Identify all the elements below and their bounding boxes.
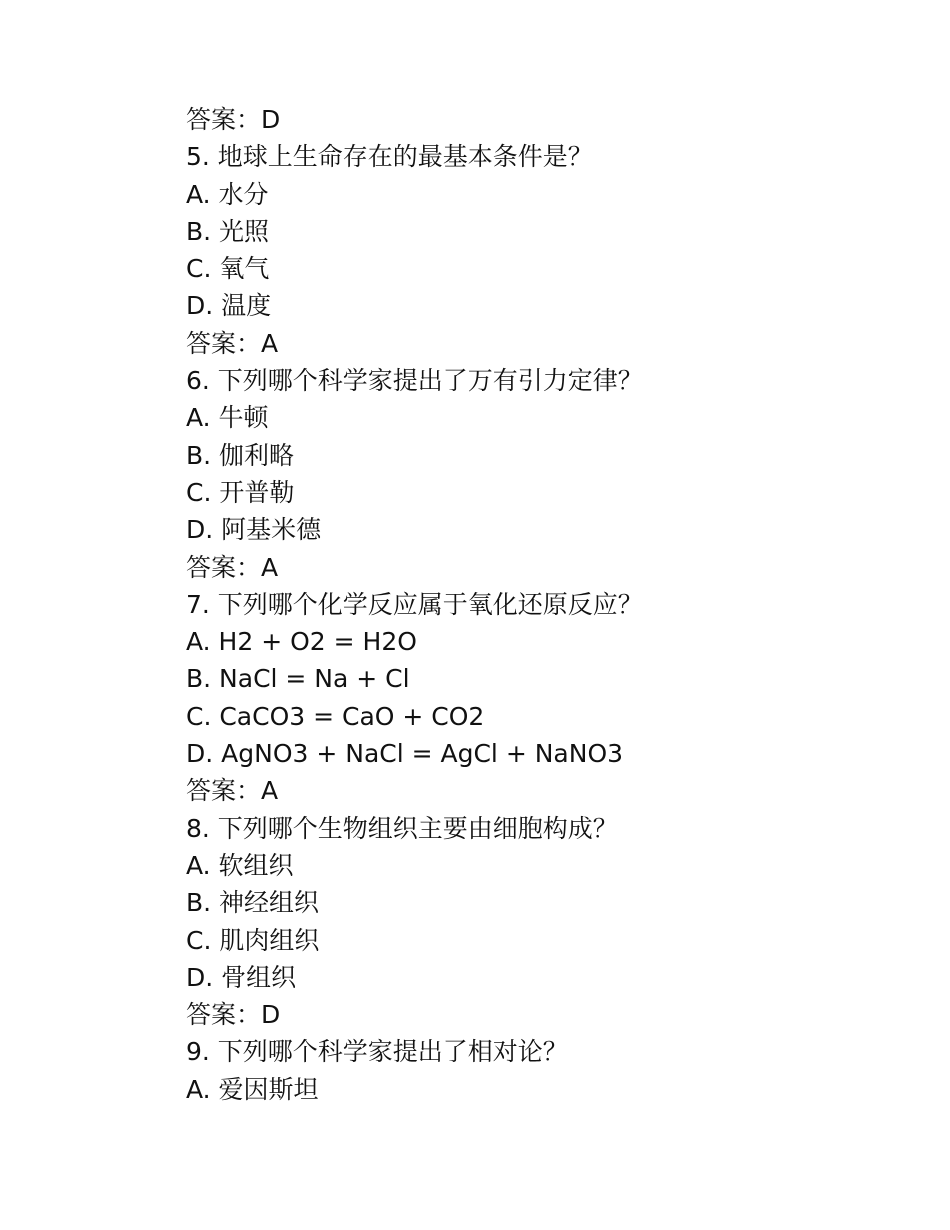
option-line: C. 氧气 <box>186 254 270 284</box>
answer-line: 答案：A <box>186 328 279 358</box>
question-line: 7. 下列哪个化学反应属于氧化还原反应？ <box>186 589 643 619</box>
answer-line: 答案：A <box>186 552 279 582</box>
option-line: B. 伽利略 <box>186 440 295 470</box>
answer-line: 答案：D <box>186 105 281 134</box>
quiz-content <box>186 101 886 1108</box>
option-line: B. 神经组织 <box>186 888 320 918</box>
option-line: A. 牛顿 <box>186 403 269 433</box>
option-line: B. 光照 <box>186 216 270 246</box>
answer-line: 答案：A <box>186 776 279 806</box>
option-line: D. 温度 <box>186 291 272 321</box>
answer-line: 答案：D <box>186 1000 281 1030</box>
option-line: A. H2 + O2 = H2O <box>186 627 417 657</box>
option-line: D. 阿基米德 <box>186 515 322 545</box>
question-line: 8. 下列哪个生物组织主要由细胞构成？ <box>186 813 618 843</box>
option-line: C. 开普勒 <box>186 477 295 507</box>
option-line: D. 骨组织 <box>186 962 297 992</box>
question-line: 9. 下列哪个科学家提出了相对论？ <box>186 1037 568 1067</box>
option-line: C. 肌肉组织 <box>186 925 320 955</box>
question-line: 5. 地球上生命存在的最基本条件是？ <box>186 142 593 172</box>
question-line: 6. 下列哪个科学家提出了万有引力定律？ <box>186 366 643 396</box>
option-line: B. NaCl = Na + Cl <box>186 664 410 694</box>
option-line: A. 水分 <box>186 179 269 209</box>
option-line: D. AgNO3 + NaCl = AgCl + NaNO3 <box>186 739 624 769</box>
option-line: A. 软组织 <box>186 850 294 880</box>
option-line: C. CaCO3 = CaO + CO2 <box>186 701 485 731</box>
option-line: A. 爱因斯坦 <box>186 1074 319 1104</box>
